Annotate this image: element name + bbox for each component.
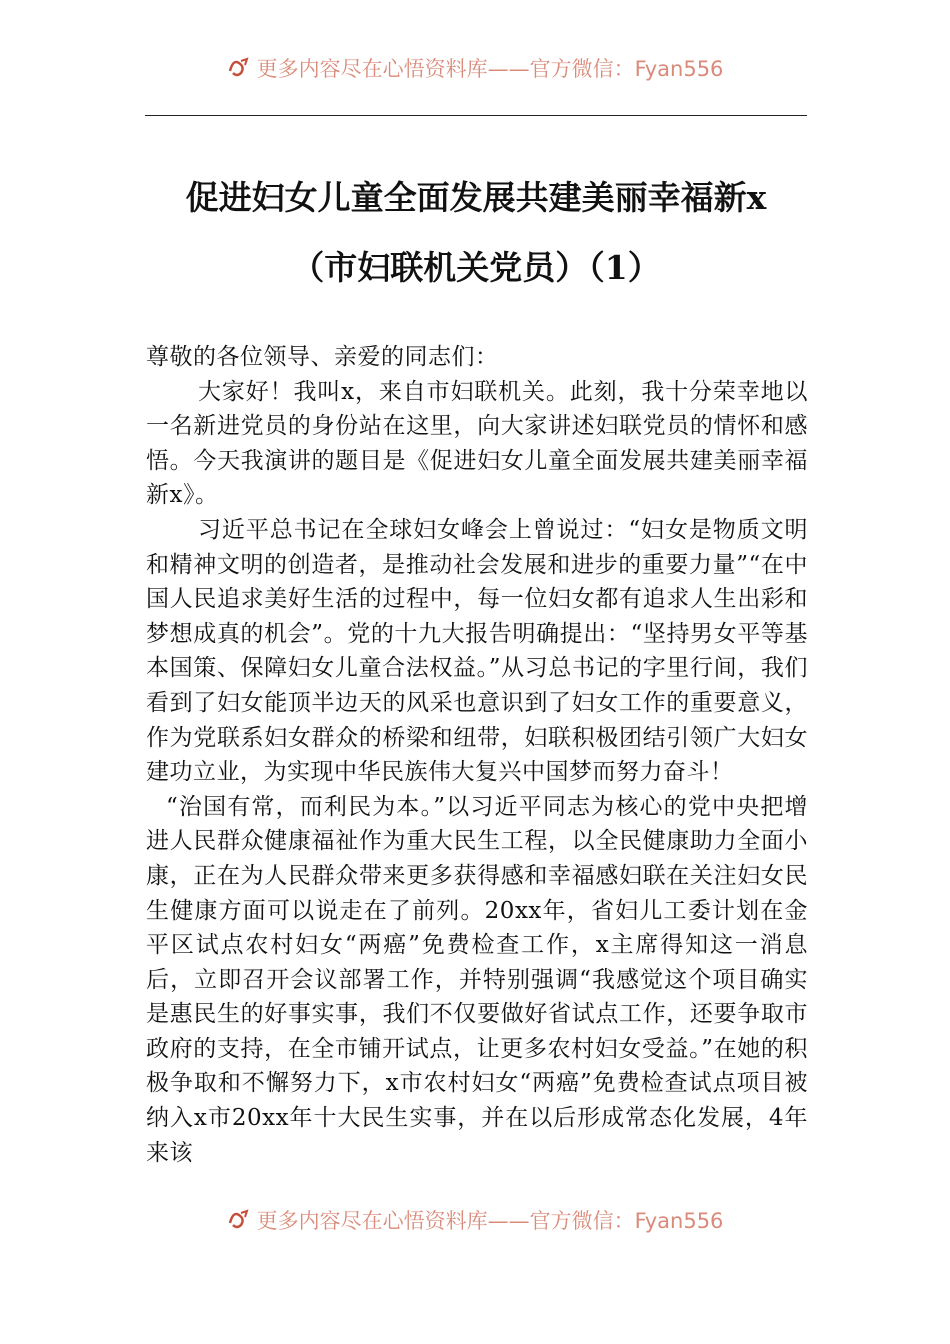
- header-watermark: [0, 56, 950, 82]
- logo-icon: [227, 57, 251, 82]
- paragraph-2: 习近平总书记在全球妇女峰会上曾说过：“妇女是物质文明和精神文明的创造者，是推动社会发展和进步的重要力量”“在中国人民追求美好生活的过程中，每一位妇女都有追求人生出彩和梦想成真的机会”。党的十九大报告明确提出：“坚持男女平等基本国策、保障妇女儿童合法权益。”从习总书记的字里行间，我们看到了妇女能顶半边天的风采也意识到了妇女工作的重要意义，作为党联系妇女群众的桥梁和纽带，妇联积极团结引领广大妇女建功立业，为实现中华民族伟大复兴中国梦而努力奋斗！: [146, 516, 808, 786]
- footer-watermark-text: 更多内容尽在心悟资料库——官方微信：Fyan556: [256, 1209, 724, 1233]
- paragraph-3: “治国有常，而利民为本。”以习近平同志为核心的党中央把增进人民群众健康福祉作为重大民生工程，以全民健康助力全面小康，正在为人民群众带来更多获得感和幸福感妇联在关注妇女民生健康方面可以说走在了前列。20xx年，省妇儿工委计划在金平区试点农村妇女“两癌”免费检查工作，x主席得知这一消息后，立即召开会议部署工作，并特别强调“我感觉这个项目确实是惠民生的好事实事，我们不仅要做好省试点工作，还要争取市政府的支持，在全市铺开试点，让更多农村妇女受益。”在她的积极争取和不懈努力下，x市农村妇女“两癌”免费检查试点项目被纳入x市20xx年十大民生实事，并在以后形成常态化发展，4年来该: [146, 793, 808, 1166]
- greeting-paragraph: 尊敬的各位领导、亲爱的同志们：: [146, 344, 499, 370]
- document-body: [146, 340, 808, 1170]
- header-watermark-text: 更多内容尽在心悟资料库——官方微信：Fyan556: [256, 57, 724, 81]
- footer-watermark: [0, 1208, 950, 1234]
- logo-icon: [227, 1209, 251, 1234]
- document-title-line-1: 促进妇女儿童全面发展共建美丽幸福新x: [185, 178, 767, 217]
- paragraph-1: 大家好！我叫x，来自市妇联机关。此刻，我十分荣幸地以一名新进党员的身份站在这里，向大家讲述妇联党员的情怀和感悟。今天我演讲的题目是《促进妇女儿童全面发展共建美丽幸福新x》。: [146, 378, 808, 509]
- header-rule: [145, 115, 807, 116]
- document-title-line-2: （市妇联机关党员）（1）: [291, 248, 661, 287]
